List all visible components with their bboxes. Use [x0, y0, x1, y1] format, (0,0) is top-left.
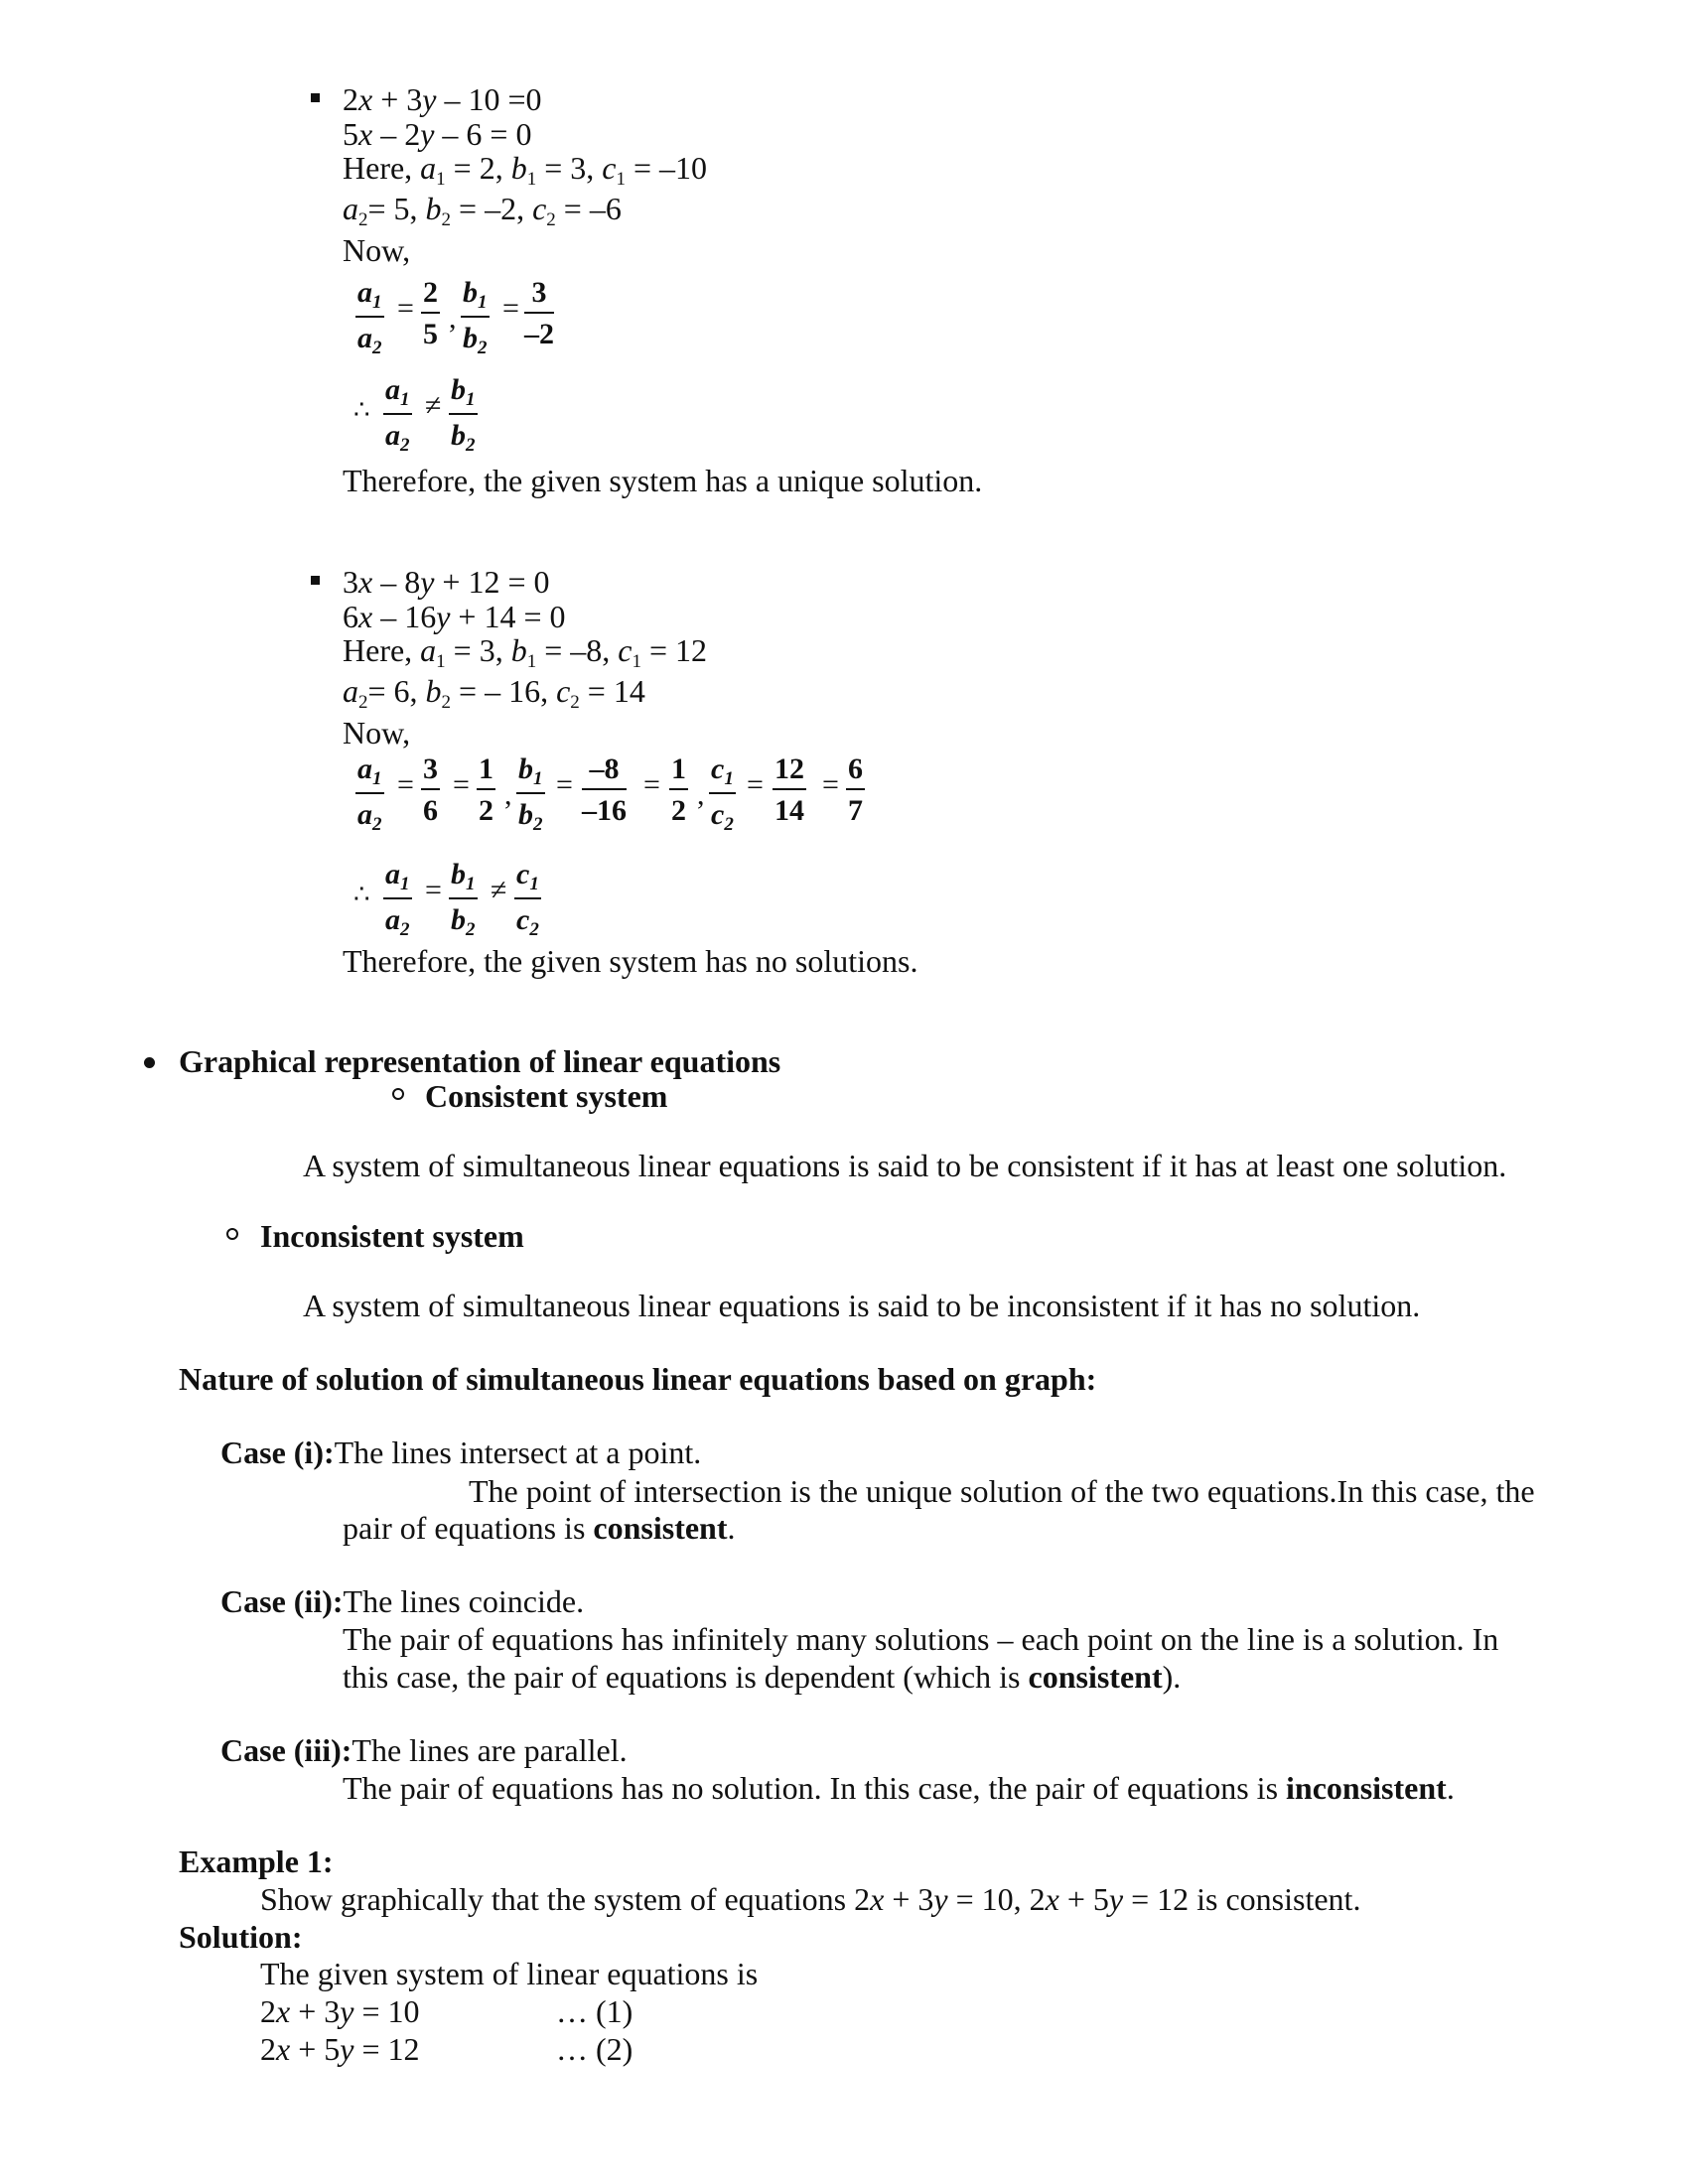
equals-sign: = — [397, 768, 414, 801]
fraction-6-7: 6 7 — [848, 752, 863, 827]
bullet-ring — [392, 1088, 404, 1100]
fraction-1-2: 1 2 — [671, 752, 686, 827]
fraction-c1-c2: $c_1$ $c_2$ — [516, 858, 539, 940]
fraction-b1-b2: $b_1$ $b_2$ — [463, 276, 488, 358]
case-2-line2: this case, the pair of equations is dependent (which is consistent). — [343, 1659, 1182, 1695]
fraction-neg8-neg16: –8 –16 — [582, 752, 627, 827]
solution-equation-2: 2x + 5y = 12 — [260, 2031, 420, 2067]
bullet-dot — [144, 1057, 155, 1068]
therefore-symbol: ∴ — [353, 395, 372, 424]
example-text: Show graphically that the system of equations 2x + 3y = 10, 2x + 5y = 12 is consistent. — [260, 1881, 1361, 1917]
equals-sign: = — [556, 768, 573, 801]
comma: , — [697, 778, 705, 811]
not-equal-sign: ≠ — [425, 389, 442, 422]
case-label: Case (ii): — [220, 1583, 344, 1619]
bullet-square — [311, 576, 320, 585]
equals-sign: = — [822, 768, 839, 801]
fraction-a1-a2: $a_1$ $a_2$ — [385, 373, 410, 456]
subsection-heading: Consistent system — [425, 1078, 668, 1114]
equals-sign: = — [747, 768, 764, 801]
now-label: Now, — [343, 232, 411, 268]
fraction-3-6: 3 6 — [423, 752, 438, 827]
bullet-square — [311, 93, 320, 102]
equals-sign: = — [453, 768, 470, 801]
equals-sign: = — [397, 292, 414, 325]
fraction-b1-b2: $b_1$ $b_2$ — [451, 373, 476, 456]
case-text: The lines intersect at a point. — [334, 1434, 702, 1470]
bold-term: consistent — [593, 1510, 728, 1546]
case-2-line1: The pair of equations has infinitely many solutions – each point on the line is a solution. In — [343, 1621, 1499, 1657]
case-3-title — [220, 1734, 628, 1766]
equation-ref-1: … (1) — [556, 1993, 633, 2029]
case-label: Case (iii): — [220, 1732, 352, 1768]
definition-text: A system of simultaneous linear equations is said to be inconsistent if it has no solution. — [303, 1288, 1421, 1323]
case-text: The lines coincide. — [343, 1583, 585, 1619]
bold-term: inconsistent — [1286, 1770, 1447, 1806]
fraction-a1-a2: $a_1$ $a_2$ — [357, 276, 382, 358]
coefficients-line: $a_2= 6$, $b_2$ = – 16, $c_2 = 14$ — [343, 673, 645, 713]
solution-equation-1: 2x + 3y = 10 — [260, 1993, 420, 2029]
bullet-ring — [226, 1228, 238, 1240]
conclusion-text: Therefore, the given system has no solutions. — [343, 943, 918, 979]
fraction-a1-a2: $a_1$ $a_2$ — [357, 752, 382, 835]
therefore-symbol: ∴ — [353, 880, 372, 908]
solution-intro: The given system of linear equations is — [260, 1956, 759, 1991]
equals-sign: = — [502, 292, 519, 325]
not-equal-sign: ≠ — [491, 874, 507, 906]
case-text: The lines are parallel. — [352, 1732, 628, 1768]
section-heading: Graphical representation of linear equations — [179, 1043, 781, 1079]
conclusion-text: Therefore, the given system has a unique solution. — [343, 463, 983, 498]
comma: , — [449, 302, 457, 335]
coefficients-line: $a_2= 5$, $b_2 = -2$, $c_2 = -6$ — [343, 191, 622, 230]
case-1-line2: pair of equations is consistent. — [343, 1510, 736, 1546]
case-label: Case (i): — [220, 1434, 335, 1470]
comma: , — [504, 778, 512, 811]
fraction-c1-c2: $c_1$ $c_2$ — [711, 752, 734, 835]
now-label: Now, — [343, 715, 411, 751]
fraction-1-2: 1 2 — [479, 752, 493, 827]
bold-term: consistent — [1028, 1659, 1163, 1695]
equation-line: 3x – 8y + 12 = 0 — [343, 564, 550, 600]
fraction-a1-a2: $a_1$ $a_2$ — [385, 858, 410, 940]
case-3-line1: The pair of equations has no solution. In this case, the pair of equations is inconsistent. — [343, 1770, 1455, 1806]
fraction-b1-b2: $b_1$ $b_2$ — [518, 752, 543, 835]
equation-ref-2: … (2) — [556, 2031, 633, 2067]
case-1-line1: The point of intersection is the unique solution of the two equations.In this case, the — [469, 1473, 1535, 1509]
case-2-title — [220, 1585, 584, 1617]
definition-text: A system of simultaneous linear equations is said to be consistent if it has at least one solution. — [303, 1148, 1507, 1183]
case-1-title — [220, 1436, 701, 1468]
fraction-12-14: 12 14 — [774, 752, 804, 827]
coefficients-line: Here, $a_1 = 2$, $b_1 = 3$, $c_1 = -10$ — [343, 150, 708, 190]
equation-line: 5x – 2y – 6 = 0 — [343, 116, 532, 152]
coefficients-line: Here, $a_1 = 3$, $b_1 = -8$, $c_1 = 12$ — [343, 632, 708, 672]
fraction-2-5: 2 5 — [423, 276, 438, 350]
fraction-3-neg2: 3 –2 — [524, 276, 554, 350]
subsection-heading: Inconsistent system — [260, 1218, 524, 1254]
solution-label: Solution: — [179, 1919, 303, 1955]
equals-sign: = — [643, 768, 660, 801]
example-label: Example 1: — [179, 1843, 334, 1879]
equals-sign: = — [425, 874, 442, 906]
fraction-b1-b2: $b_1$ $b_2$ — [451, 858, 476, 940]
section-heading: Nature of solution of simultaneous linear equations based on graph: — [179, 1361, 1097, 1397]
equation-line: 2x + 3y – 10 =0 — [343, 81, 542, 117]
equation-line: 6x – 16y + 14 = 0 — [343, 599, 566, 634]
